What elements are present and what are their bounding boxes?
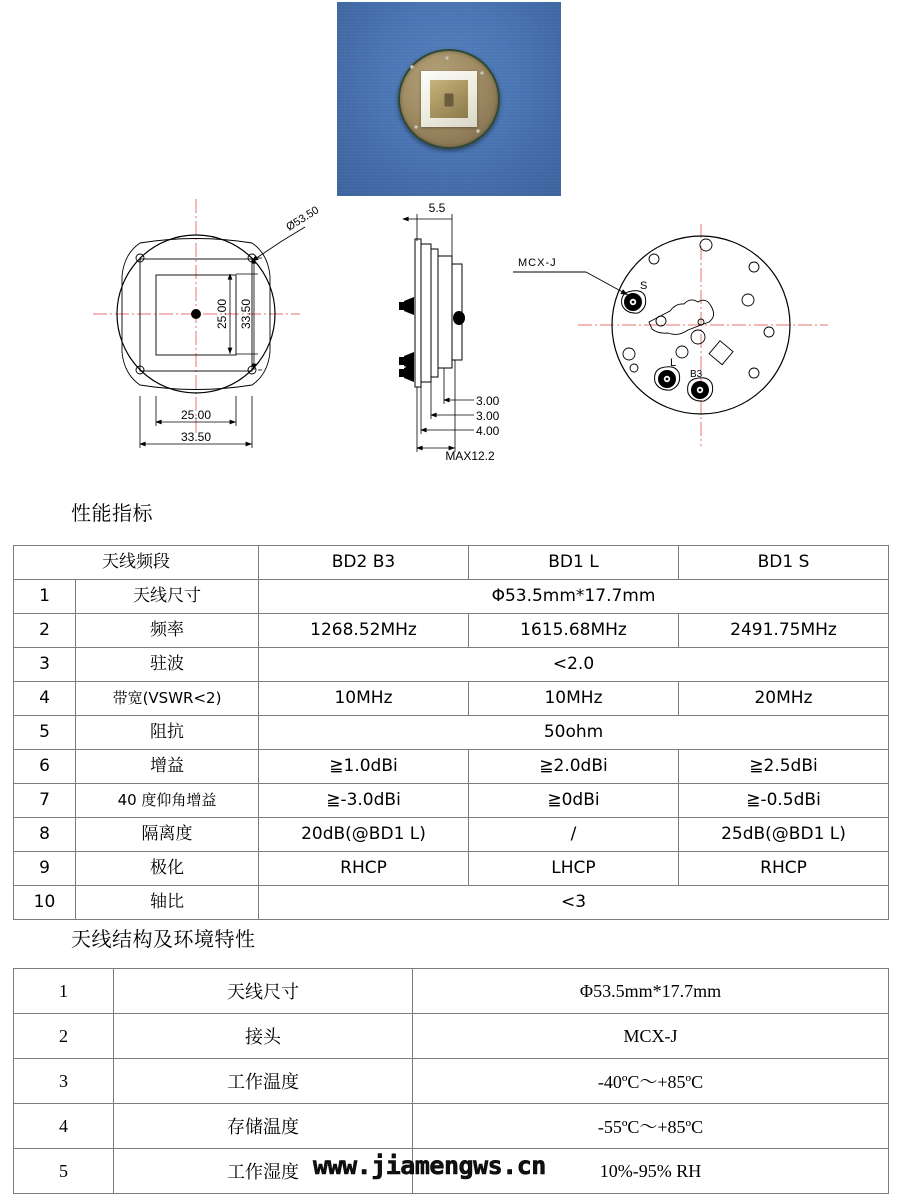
row-label: 阻抗 bbox=[76, 716, 259, 750]
row-label: 频率 bbox=[76, 614, 259, 648]
dim-25-vertical-label: 25.00 bbox=[215, 298, 229, 330]
disc-screw-hole bbox=[414, 125, 418, 129]
row-value-span: <2.0 bbox=[259, 648, 889, 682]
dim-3350-vertical-label: 33.50 bbox=[239, 298, 253, 330]
row-value: 1268.52MHz bbox=[259, 614, 469, 648]
table-row bbox=[14, 886, 889, 920]
table-row bbox=[14, 580, 889, 614]
row-index: 7 bbox=[14, 784, 76, 818]
antenna-disc bbox=[398, 49, 500, 149]
ceramic-patch-inner bbox=[430, 80, 468, 118]
side-plate-1 bbox=[415, 239, 421, 387]
row-value: ≧2.0dBi bbox=[469, 750, 679, 784]
row-index: 4 bbox=[14, 682, 76, 716]
dim-300b-label: 3.00 bbox=[476, 409, 500, 423]
row-value: 2491.75MHz bbox=[679, 614, 889, 648]
row-value-span: 50ohm bbox=[259, 716, 889, 750]
diameter-leader-line bbox=[252, 227, 305, 261]
row-value: ≧-3.0dBi bbox=[259, 784, 469, 818]
product-photo bbox=[337, 2, 561, 196]
row-value: RHCP bbox=[679, 852, 889, 886]
row-value: / bbox=[469, 818, 679, 852]
row-value: Φ53.5mm*17.7mm bbox=[413, 969, 889, 1014]
table-row bbox=[14, 852, 889, 886]
row-value: ≧0dBi bbox=[469, 784, 679, 818]
row-label: 存储温度 bbox=[114, 1104, 413, 1149]
dim-400-label: 4.00 bbox=[476, 424, 500, 438]
row-index: 6 bbox=[14, 750, 76, 784]
row-label: 工作温度 bbox=[114, 1059, 413, 1104]
row-index: 1 bbox=[14, 580, 76, 614]
row-value: -55ºC～+85ºC bbox=[413, 1104, 889, 1149]
row-label: 接头 bbox=[114, 1014, 413, 1059]
row-index: 9 bbox=[14, 852, 76, 886]
row-index: 5 bbox=[14, 1149, 114, 1194]
connector-l bbox=[655, 367, 680, 390]
top-view-drawing bbox=[93, 199, 321, 448]
row-label: 极化 bbox=[76, 852, 259, 886]
row-label: 带宽(VSWR<2) bbox=[76, 682, 259, 716]
row-value: 10MHz bbox=[259, 682, 469, 716]
page-title-structure: 天线结构及环境特性 bbox=[71, 927, 256, 951]
row-value: MCX-J bbox=[413, 1014, 889, 1059]
dim-diameter-label: Ø53.50 bbox=[284, 204, 322, 234]
row-index: 3 bbox=[14, 1059, 114, 1104]
row-value: 20MHz bbox=[679, 682, 889, 716]
row-value: LHCP bbox=[469, 852, 679, 886]
row-value-span: Φ53.5mm*17.7mm bbox=[259, 580, 889, 614]
row-label: 40 度仰角增益 bbox=[76, 784, 259, 818]
table-row-header bbox=[14, 546, 889, 580]
dim-3350-horizontal-label: 33.50 bbox=[180, 430, 212, 444]
row-index: 10 bbox=[14, 886, 76, 920]
row-label: 隔离度 bbox=[76, 818, 259, 852]
patch-feed-slot bbox=[445, 93, 454, 106]
side-view-drawing bbox=[399, 201, 500, 463]
header-col-bd1s: BD1 S bbox=[679, 546, 889, 580]
row-value: 1615.68MHz bbox=[469, 614, 679, 648]
row-index: 2 bbox=[14, 1014, 114, 1059]
performance-table bbox=[13, 545, 889, 920]
port-label-b3: B3 bbox=[690, 369, 703, 380]
row-index: 8 bbox=[14, 818, 76, 852]
side-top-dimension bbox=[403, 214, 452, 262]
table-row bbox=[14, 750, 889, 784]
disc-screw-hole bbox=[480, 71, 484, 75]
table-row bbox=[14, 648, 889, 682]
row-index: 2 bbox=[14, 614, 76, 648]
header-band-label: 天线频段 bbox=[14, 546, 259, 580]
diamond-cutout bbox=[709, 341, 733, 365]
row-label: 工作湿度 bbox=[114, 1149, 413, 1194]
keyhole-cutout bbox=[649, 300, 714, 335]
row-value: 20dB(@BD1 L) bbox=[259, 818, 469, 852]
dim-55-label: 5.5 bbox=[428, 201, 446, 215]
row-value: RHCP bbox=[259, 852, 469, 886]
row-value: -40ºC～+85ºC bbox=[413, 1059, 889, 1104]
dim-300a-label: 3.00 bbox=[476, 394, 500, 408]
row-value: ≧1.0dBi bbox=[259, 750, 469, 784]
bottom-view-centerlines bbox=[578, 224, 828, 446]
header-col-bd1l: BD1 L bbox=[469, 546, 679, 580]
row-value: 10%-95% RH bbox=[413, 1149, 889, 1194]
table-row bbox=[14, 1104, 889, 1149]
ceramic-patch-outer bbox=[421, 71, 477, 127]
table-row bbox=[14, 784, 889, 818]
row-label: 轴比 bbox=[76, 886, 259, 920]
mcx-callout-leader bbox=[513, 272, 628, 295]
row-label: 增益 bbox=[76, 750, 259, 784]
mcx-callout-label: MCX-J bbox=[518, 257, 557, 269]
row-value: 10MHz bbox=[469, 682, 679, 716]
technical-drawings bbox=[0, 196, 900, 490]
table-row bbox=[14, 682, 889, 716]
row-index: 3 bbox=[14, 648, 76, 682]
table-row bbox=[14, 818, 889, 852]
bottom-view-holes bbox=[623, 239, 774, 378]
disc-screw-hole bbox=[445, 56, 449, 60]
side-bottom-dimensions bbox=[417, 360, 474, 452]
row-index: 1 bbox=[14, 969, 114, 1014]
row-label: 天线尺寸 bbox=[76, 580, 259, 614]
row-value: ≧-0.5dBi bbox=[679, 784, 889, 818]
row-value-span: <3 bbox=[259, 886, 889, 920]
disc-screw-hole bbox=[476, 129, 480, 133]
bottom-view-drawing bbox=[513, 224, 828, 446]
row-value: 25dB(@BD1 L) bbox=[679, 818, 889, 852]
row-index: 4 bbox=[14, 1104, 114, 1149]
page-title-performance: 性能指标 bbox=[71, 501, 153, 525]
row-label: 驻波 bbox=[76, 648, 259, 682]
table-row bbox=[14, 716, 889, 750]
side-plate-2 bbox=[421, 244, 431, 382]
table-row bbox=[14, 1014, 889, 1059]
dim-25-horizontal-label: 25.00 bbox=[180, 408, 212, 422]
port-label-l: L bbox=[670, 357, 677, 369]
connector-s bbox=[622, 291, 646, 313]
connector-b3 bbox=[688, 378, 713, 401]
site-watermark: www.jiamengws.cn bbox=[313, 1151, 546, 1180]
row-value: ≧2.5dBi bbox=[679, 750, 889, 784]
row-index: 5 bbox=[14, 716, 76, 750]
side-plate-4 bbox=[438, 256, 452, 368]
disc-screw-hole bbox=[410, 65, 414, 69]
table-row bbox=[14, 1059, 889, 1104]
table-row bbox=[14, 969, 889, 1014]
row-label: 天线尺寸 bbox=[114, 969, 413, 1014]
port-label-s: S bbox=[640, 280, 648, 292]
center-feed-pin bbox=[191, 309, 201, 319]
dim-max122-label: MAX12.2 bbox=[445, 449, 495, 463]
table-row bbox=[14, 614, 889, 648]
header-col-bd2b3: BD2 B3 bbox=[259, 546, 469, 580]
side-plate-3 bbox=[431, 249, 438, 377]
